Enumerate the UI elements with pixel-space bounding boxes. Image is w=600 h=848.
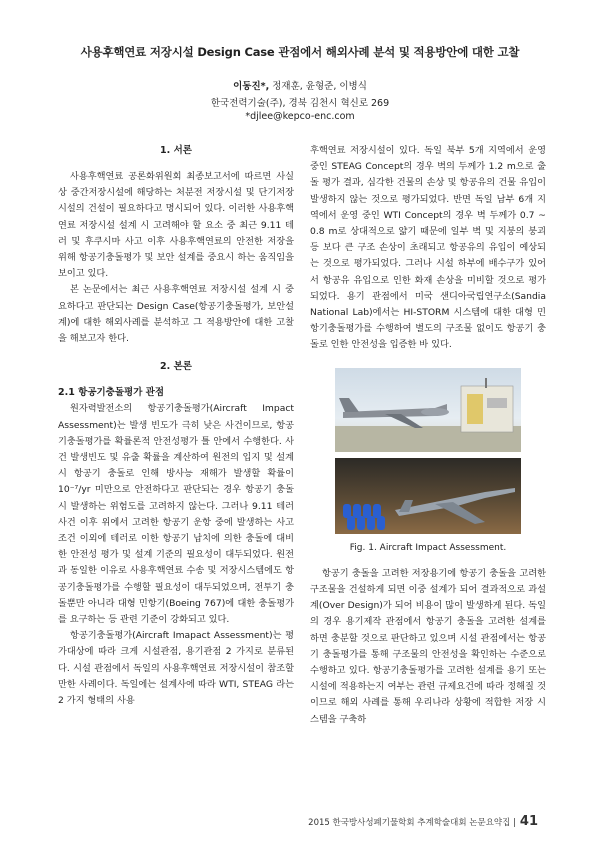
intro-heading: 1. 서론: [160, 145, 192, 156]
subsection-paragraph-1: 원자력발전소의 항공기충돌평가(Aircraft Impact Assessment)는 발생 빈도가 극히 낮은 사건이므로, 항공기충돌평가를 확률론적 안전성평가 틀 안에서 수행한다. 사건 발생빈도 및 유출 확률을 계산하여 원전의 입지 및 설계 시 항공기 충돌로 인해 방사능 재해가 발생할 확률이 10⁻⁷/yr 미만으로 안전하다고 판단되는 경우 항공기 충돌 시 발생하는 위험도를 고려하지 않는다. 그러나 9.11 테러사건 이후 위에서 고려한 항공기 운항 중에 발생하는 사고 조건 이외에 테러로 이한 항공기 납치에 의한 충돌에 대비한 안전성 평가 및 설계 기준의 필요성이 대두되었다. 원전과 동일한 이유로 사용후핵연료 수송 및 저장시스템에도 항공기충돌평가를 수행할 필요성이 대두되었으며, 전투기 충돌뿐만 아니라 대형 민항기(Boeing 767)에 대한 충돌평가를 요구하는 등 관련 기준이 강화되고 있다.: [58, 403, 294, 626]
page-number: 41: [519, 814, 538, 829]
page-footer: [308, 814, 538, 829]
footer-text: 2015 한국방사성폐기물학회 추계학술대회 논문요약집 |: [308, 818, 516, 828]
subsection-paragraph-2: 항공기충돌평가(Aircraft Imapact Assessment)는 평가대상에 따라 크게 시설관점, 용기관점 2 가지로 분류된다. 시설 관점에서 독일의 사용후핵연료 저장시설이 참조할 만한 사례이다. 독일에는 설계사에 따라 WTI, STEAG 라는 2 가지 형태의 사용: [58, 630, 294, 707]
body-heading: 2. 본론: [160, 361, 192, 373]
aircraft-photo-image: [335, 368, 521, 452]
right-paragraph-1: 후핵연료 저장시설이 있다. 독일 북부 5개 지역에서 운영 중인 STEAG Concept의 경우 벽의 두께가 1.2 m으로 출돌 평가 결과, 심각한 건물의 손상 및 항공유의 건물 유입이 발생하지 않는 것으로 평가되었다. 반면 독일 남부 6개 지역에서 운영 중인 WTI Concept의 경우 벽 두께가 0.7 ~ 0.8 m로 상대적으로 얇기 때문에 일부 벽 및 지붕의 붕괴 등 보다 큰 구조 손상이 초래되고 항공유의 유입이 예상되는 것으로 평가되었다. 그러나 시설 하부에 배수구가 있어서 항공유 유입으로 인한 화재 손상을 미비할 것으로 평가되었다. 용기 관점에서 미국 샌디아국립연구소(Sandia National Lab)에서는 HI-STORM 시스템에 대한 대형 민항기충돌평가를 수행하여 별도의 구조물 없이도 항공기 충돌로 인한 안전성을 입증한 바 있다.: [310, 145, 546, 351]
right-paragraph-2: 항공기 충돌을 고려한 저장용기에 항공기 충돌을 고려한 구조물을 건설하게 되면 이중 설계가 되어 결과적으로 과설계(Over Design)가 되어 비용이 많이 발생하게 된다. 독일의 경우 용기제작 관점에서 항공기 충돌을 고려한 설계를 하면 충분할 것으로 판단하고 있으며 시설 관점에서는 항공기 충돌평가를 통해 구조물의 안전성을 확인하는 수준으로 수행하고 있다. 항공기충돌평가를 고려한 설계를 용기 또는 시설에 적용하는지 여부는 관련 규제요건에 따라 정해질 것이므로 해외 사례를 통해 우리나라 상황에 적합한 저장 시스템을 구축하: [310, 567, 546, 725]
subsection-heading: 2.1 항공기충돌평가 관점: [58, 387, 165, 399]
intro-paragraph-1: 사용후핵연료 공론화위원회 최종보고서에 따르면 사실상 중간저장시설에 해당하는 처분전 저장시설 및 단기저장시설의 건설이 필요하다고 명시되어 있다. 이러한 사용후핵연료 저장시설 설계 시 고려해야 할 요소 중 최근 9.11 테러 및 후쿠시마 사고 이후 사용후핵연료의 안전한 저장을 위해 항공기충돌평가 및 보안 설계를 중요시 하는 움직임을 보이고 있다.: [58, 171, 294, 280]
figure-caption: Fig. 1. Aircraft Impact Assessment.: [349, 542, 507, 553]
left-column: [58, 143, 294, 709]
intro-paragraph-2: 본 논문에서는 최근 사용후핵연료 저장시설 설계 시 중요하다고 판단되는 Design Case(항공기충돌평가, 보안설계)에 대한 해외사례를 분석하고 그 적용방안에 대한 고찰을 해보고자 한다.: [58, 284, 294, 345]
author-email[interactable]: *djlee@kepco-enc.com: [245, 111, 355, 122]
impact-simulation-icon: [335, 458, 521, 534]
simulation-render-image: [335, 458, 521, 534]
figure-1: [310, 368, 546, 556]
lead-author: 이동진*,: [233, 81, 270, 92]
authors: [0, 78, 600, 92]
aircraft-impact-photo-icon: [335, 368, 521, 452]
paper-title: 사용후핵연료 저장시설 Design Case 관점에서 해외사례 분석 및 적용방안에 대한 고찰: [80, 45, 520, 59]
co-authors: 정재훈, 윤형준, 이병식: [269, 81, 367, 92]
right-column: [310, 143, 546, 728]
affiliation: 한국전력기술(주), 경북 김천시 혁신로 269: [210, 98, 390, 109]
